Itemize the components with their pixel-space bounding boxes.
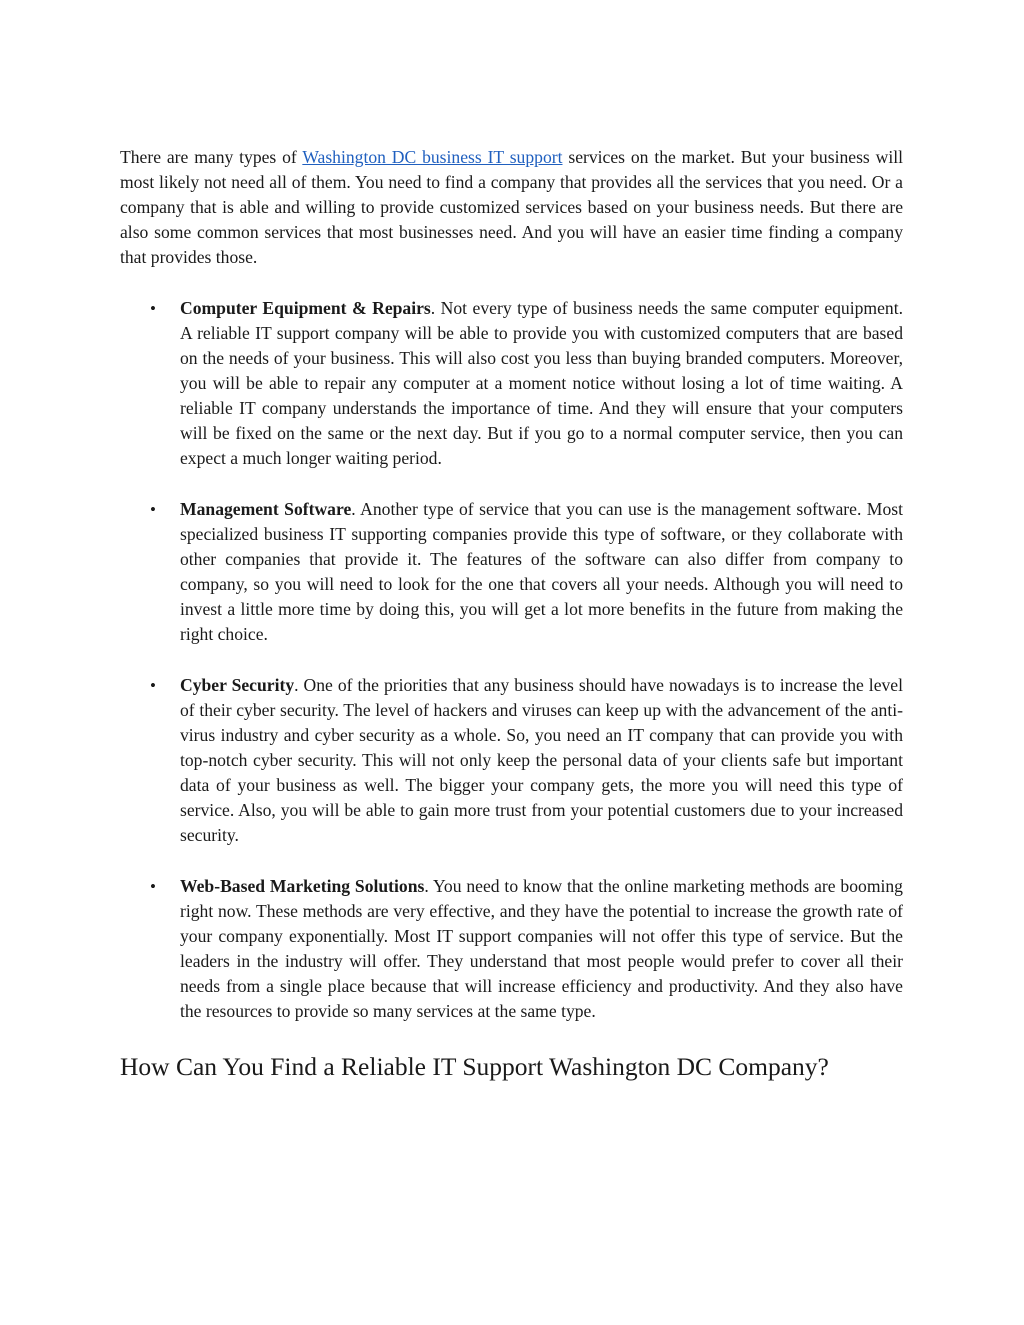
bullet-icon: • — [150, 299, 156, 318]
bullet-icon: • — [150, 877, 156, 896]
list-item-term: Management Software — [180, 499, 352, 519]
list-item-term: Web-Based Marketing Solutions — [180, 876, 425, 896]
list-item-text: . Not every type of business needs the same computer equipment. A reliable IT support company will be able to provide you with customized computers that are based on the needs of your business. This will also cost you less than buying branded computers. Moreover, you will be able to repair any computer at a moment notice without losing a lot of time waiting. A reliable IT company understands the importance of time. And they will ensure that your computers will be fixed on the same or the next day. But if you go to a normal computer service, then you can expect a much longer waiting period. — [180, 298, 903, 468]
list-item-computer-equipment — [120, 296, 903, 471]
section-heading: How Can You Find a Reliable IT Support Washington DC Company? — [120, 1052, 829, 1081]
bullet-icon: • — [150, 500, 156, 519]
document-page — [120, 145, 903, 1084]
washington-dc-it-support-link[interactable]: Washington DC business IT support — [302, 147, 563, 167]
list-item-text: . One of the priorities that any business should have nowadays is to increase the level of their cyber security. The level of hackers and viruses can keep up with the advancement of the anti-virus industry and cyber security as a whole. So, you need an IT company that can provide you with top-notch cyber security. This will not only keep the personal data of your clients safe but important data of your business as well. The bigger your company gets, the more you will need this type of service. Also, you will be able to gain more trust from your potential customers due to your increased security. — [180, 675, 903, 845]
intro-text-before-link: There are many types of — [120, 147, 303, 167]
list-item-management-software — [120, 497, 903, 647]
list-item-term: Cyber Security — [180, 675, 295, 695]
services-list — [120, 296, 903, 1024]
list-item-web-marketing — [120, 874, 903, 1024]
list-item-text: . You need to know that the online marketing methods are booming right now. These methods are very effective, and they have the potential to increase the growth rate of your company exponentially. Most IT support companies will not offer this type of service. But the leaders in the industry will offer. They understand that most people would prefer to cover all their needs from a single place because that will increase efficiency and productivity. And they also have the resources to provide so many services at the same type. — [180, 876, 903, 1021]
list-item-term: Computer Equipment & Repairs — [180, 298, 431, 318]
list-item-cyber-security — [120, 673, 903, 848]
intro-paragraph — [120, 145, 903, 270]
bullet-icon: • — [150, 676, 156, 695]
intro-text-after-link: services on the market. But your business will most likely not need all of them. You need to find a company that provides all the services that you need. Or a company that is able and willing to provide customized services based on your business needs. But there are also some common services that most businesses need. And you will have an easier time finding a company that provides those. — [120, 147, 903, 267]
list-item-text: . Another type of service that you can use is the management software. Most specialized business IT supporting companies provide this type of software, or they collaborate with other companies that provide it. The features of the software can also differ from company to company, so you will need to look for the one that covers all your needs. Although you will need to invest a little more time by doing this, you will get a lot more benefits in the future from making the right choice. — [180, 499, 903, 644]
